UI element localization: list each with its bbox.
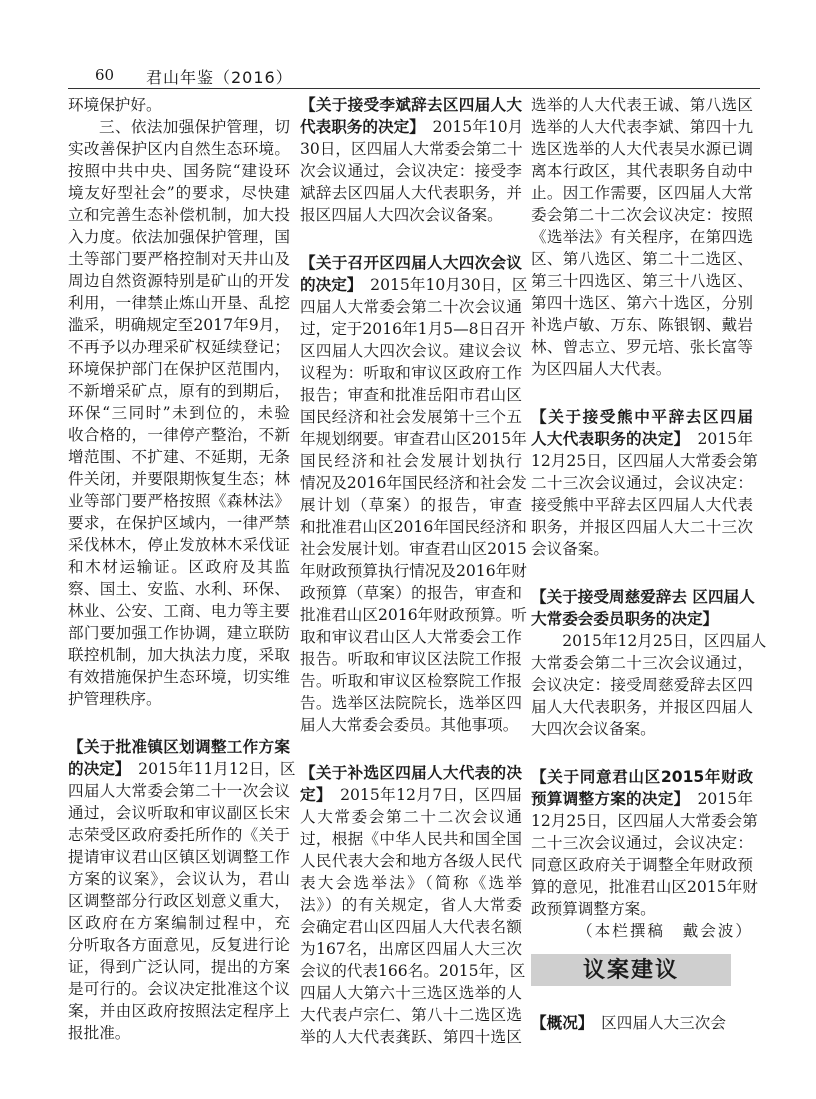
text-line: 报批准。: [68, 1024, 131, 1042]
text-line: 12月25日，区四届人大常委会第: [531, 452, 758, 470]
text-line: 补选卢敏、万东、陈银钢、戴岩: [531, 316, 753, 334]
text-line: 林、曾志立、罗元培、张长富等: [531, 338, 753, 356]
text-line: 周边自然资源特别是矿山的开发: [68, 272, 290, 290]
text-line: 报告；审查和批准岳阳市君山区: [300, 386, 522, 404]
text-line: 届人大常委会委员。其他事项。: [300, 716, 519, 734]
text-line: 2015年12月25日，区四届人: [531, 632, 767, 650]
article-block: [300, 762, 526, 1048]
text-line: 人民代表大会和地方各级人民代: [300, 852, 522, 870]
article-heading: 大常委会委员职务的决定】: [531, 610, 719, 628]
text-line: 环保“三同时”未到位的，未验: [68, 404, 290, 422]
text-line: 二十三次会议通过，会议决定：: [531, 834, 753, 852]
text-line: 表大会选举法》（简称《选举: [300, 874, 522, 892]
text-line: 会议的代表166名。2015年，区: [300, 962, 526, 980]
text-line: 护管理秩序。: [68, 690, 162, 708]
text-line: 证，得到广泛认同，提出的方案: [68, 958, 290, 976]
article-block: [531, 766, 758, 942]
text-line: 斌辞去区四届人大代表职务，并: [300, 184, 522, 202]
article-heading: 人大代表职务的决定】: [531, 430, 682, 448]
text-line: 不再予以办理采矿权延续登记；: [68, 338, 290, 356]
text-line: [300, 274, 528, 296]
article-block: [300, 252, 528, 736]
column-3: [531, 94, 767, 968]
article-heading: 【关于批准镇区划调整工作方案: [68, 738, 290, 756]
section-title: 议案建议: [531, 954, 731, 986]
article-block: [68, 94, 290, 116]
text-line: 大代表卢宗仁、第八十二选区选: [300, 1006, 522, 1024]
body-text: 2015年10月30日，区: [354, 276, 528, 294]
text-line: [68, 736, 290, 758]
running-header: [68, 66, 760, 89]
text-line: 职务，并报区四届人大二十三次: [531, 518, 753, 536]
text-line: 不新增采矿点，原有的到期后，: [68, 382, 290, 400]
text-line: [531, 406, 753, 428]
column-1: [68, 94, 296, 1070]
text-line: 12月25日，区四届人大常委会第: [531, 812, 758, 830]
text-line: 国民经济和社会发展计划执行: [300, 452, 522, 470]
book-title: 君山年鉴（2016）: [146, 68, 293, 87]
text-line: 委会第二十二次会议决定：按照: [531, 206, 753, 224]
text-line: 大四次会议备案。: [531, 720, 656, 738]
article-block: [531, 406, 758, 560]
text-line: 取和审议君山区人大常委会工作: [300, 628, 522, 646]
overview-heading: 【概况】: [531, 1014, 586, 1032]
text-line: 30日，区四届人大常委会第二十: [300, 140, 523, 158]
text-line: 滥采，明确规定至2017年9月，: [68, 316, 290, 334]
text-line: 政预算调整方案。: [531, 900, 656, 918]
text-line: 报告。听取和审议区法院工作报: [300, 650, 522, 668]
text-line: 二十三次会议通过，会议决定：: [531, 474, 753, 492]
article-block: [68, 116, 290, 710]
article-heading: 【关于接受周慈爱辞去 区四届人: [531, 588, 755, 606]
text-line: 告。听取和审议区检察院工作报: [300, 672, 522, 690]
text-line: 利用，一律禁止炼山开垦、乱挖: [68, 294, 290, 312]
text-line: 议程为：听取和审议区政府工作: [300, 364, 522, 382]
text-line: 法》）的有关规定，省人大常委: [300, 896, 522, 914]
text-line: 四届人大常委会第二十次会议通: [300, 298, 522, 316]
text-line: 察、国土、安监、水利、环保、: [68, 580, 290, 598]
text-line: 环境保护部门在保护区范围内，: [68, 360, 290, 378]
text-line: 要求，在保护区域内，一律严禁: [68, 514, 290, 532]
text-line: 部门要加强工作协调，建立联防: [68, 624, 290, 642]
text-line: [531, 788, 753, 810]
overview-text: 区四届人大三次会: [585, 1014, 726, 1032]
text-line: 过，定于2016年1月5—8日召开: [300, 320, 526, 338]
text-line: 业等部门要严格按照《森林法》: [68, 492, 290, 510]
text-line: 届人大代表职务，并报区四届人: [531, 698, 753, 716]
text-line: 分听取各方面意见，反复进行论: [68, 936, 290, 954]
text-line: 土等部门要严格控制对天井山及: [68, 250, 290, 268]
body-text: 2015年11月12日，区: [122, 760, 296, 778]
text-line: 区四届人大四次会议。建议会议: [300, 342, 522, 360]
page-number: 60: [95, 66, 115, 84]
body-text: 2015年12月7日，区四届: [324, 786, 522, 804]
article-heading: 【关于同意君山区2015年财政: [531, 768, 753, 786]
overview-paragraph: [531, 1012, 753, 1034]
text-line: 联控机制，加大执法力度，采取: [68, 646, 290, 664]
text-line: 入力度。依法加强保护管理，国: [68, 228, 290, 246]
text-line: 件关闭，并要限期恢复生态；林: [68, 470, 290, 488]
article-heading: 的决定】: [68, 760, 123, 778]
text-line: 人大常委会第二十二次会议通: [300, 808, 522, 826]
text-line: [300, 116, 522, 138]
text-line: 区、第八选区、第二十二选区、: [531, 250, 753, 268]
article-heading: 定】: [300, 786, 325, 804]
text-line: 林业、公安、工商、电力等主要: [68, 602, 290, 620]
text-line: 会议备案。: [531, 540, 609, 558]
text-line: 采伐林木，停止发放林木采伐证: [68, 536, 290, 554]
text-line: 按照中共中央、国务院“建设环: [68, 162, 290, 180]
text-line: 区政府在方案编制过程中，充: [68, 914, 290, 932]
text-line: [300, 762, 522, 784]
text-line: 方案的议案》，会议认为，君山: [68, 870, 290, 888]
text-line: [531, 586, 753, 608]
text-line: 算的意见，批准君山区2015年财: [531, 878, 758, 896]
text-line: [300, 94, 522, 116]
text-line: [531, 428, 753, 450]
text-line: 四届人大第六十三选区选举的人: [300, 984, 522, 1002]
article-block: [68, 736, 296, 1044]
text-line: 实改善保护区内自然生态环境。: [68, 140, 290, 158]
text-line: 过，根据《中华人民共和国全国: [300, 830, 522, 848]
text-line: 接受熊中平辞去区四届人大代表: [531, 496, 753, 514]
text-line: 志荣受区政府委托所作的《关于: [68, 826, 290, 844]
article-heading: 【关于接受熊中平辞去区四届: [531, 408, 753, 426]
text-line: 增范围、不扩建、不延期，无条: [68, 448, 290, 466]
article-block: [531, 586, 767, 740]
article-heading: 【关于召开区四届人大四次会议: [300, 254, 522, 272]
text-line: 选区选举的人大代表吴水源已调: [531, 140, 753, 158]
text-line: 区调整部分行政区划意义重大，: [68, 892, 290, 910]
text-line: 政预算（草案）的报告，审查和: [300, 584, 522, 602]
article-block: [531, 94, 753, 380]
text-line: 是可行的。会议决定批准这个议: [68, 980, 290, 998]
text-line: 通过，会议听取和审议副区长宋: [68, 804, 290, 822]
article-block: [300, 94, 522, 226]
body-text: 2015年: [681, 430, 753, 448]
text-line: 提请审议君山区镇区划调整工作: [68, 848, 290, 866]
text-line: 和木材运输证。区政府及其监: [68, 558, 290, 576]
text-line: [531, 608, 753, 630]
text-line: 大常委会第二十三次会议通过，: [531, 654, 753, 672]
text-line: 年规划纲要。审查君山区2015年: [300, 430, 527, 448]
text-line: 会议决定：接受周慈爱辞去区四: [531, 676, 753, 694]
text-line: 收合格的，一律停产整治，不新: [68, 426, 290, 444]
text-line: 四届人大常委会第二十一次会议: [68, 782, 290, 800]
article-heading: 的决定】: [300, 276, 355, 294]
text-line: 选举的人大代表王诚、第八选区: [531, 96, 753, 114]
text-line: 案，并由区政府按照法定程序上: [68, 1002, 290, 1020]
text-line: [68, 758, 296, 780]
text-line: 会确定君山区四届人大代表名额: [300, 918, 522, 936]
article-heading: 【关于接受李斌辞去区四届人大: [300, 96, 522, 114]
body-text: 2015年10月: [416, 118, 524, 136]
text-line: 年财政预算执行情况及2016年财: [300, 562, 527, 580]
text-line: 离本行政区，其代表职务自动中: [531, 162, 753, 180]
text-line: 三、依法加强保护管理，切: [99, 118, 290, 136]
article-heading: 预算调整方案的决定】: [531, 790, 682, 808]
text-line: 举的人大代表龚跃、第四十选区: [300, 1028, 522, 1046]
text-line: 环境保护好。: [68, 96, 162, 114]
text-line: 第三十四选区、第三十八选区、: [531, 272, 753, 290]
text-line: 展计划（草案）的报告，审查: [300, 496, 522, 514]
text-line: 为区四届人大代表。: [531, 360, 672, 378]
body-text: 2015年: [681, 790, 753, 808]
text-line: 立和完善生态补偿机制，加大投: [68, 206, 290, 224]
column-2: [300, 94, 528, 1074]
text-line: 社会发展计划。审查君山区2015: [300, 540, 527, 558]
text-line: 国民经济和社会发展第十三个五: [300, 408, 522, 426]
text-line: 告。选举区法院院长，选举区四: [300, 694, 522, 712]
article-heading: 代表职务的决定】: [300, 118, 417, 136]
text-line: 有效措施保护生态环境，切实维: [68, 668, 290, 686]
text-line: 境友好型社会”的要求，尽快建: [68, 184, 290, 202]
text-line: 选举的人大代表李斌、第四十九: [531, 118, 753, 136]
text-line: 批准君山区2016年财政预算。听: [300, 606, 527, 624]
text-line: 情况及2016年国民经济和社会发: [300, 474, 527, 492]
text-line: 报区四届人大四次会议备案。: [300, 206, 503, 224]
text-line: 为167名，出席区四届人大三次: [300, 940, 522, 958]
text-line: [300, 784, 522, 806]
article-heading: 【关于补选区四届人大代表的决: [300, 764, 522, 782]
text-line: 第四十选区、第六十选区，分别: [531, 294, 753, 312]
text-line: 同意区政府关于调整全年财政预: [531, 856, 753, 874]
text-line: [531, 766, 753, 788]
author-byline: （本栏撰稿 戴会波）: [577, 922, 753, 940]
text-line: 次会议通过，会议决定：接受李: [300, 162, 522, 180]
text-line: [300, 252, 522, 274]
text-line: 《选举法》有关程序，在第四选: [531, 228, 753, 246]
text-line: 和批准君山区2016年国民经济和: [300, 518, 527, 536]
text-line: 止。因工作需要，区四届人大常: [531, 184, 753, 202]
